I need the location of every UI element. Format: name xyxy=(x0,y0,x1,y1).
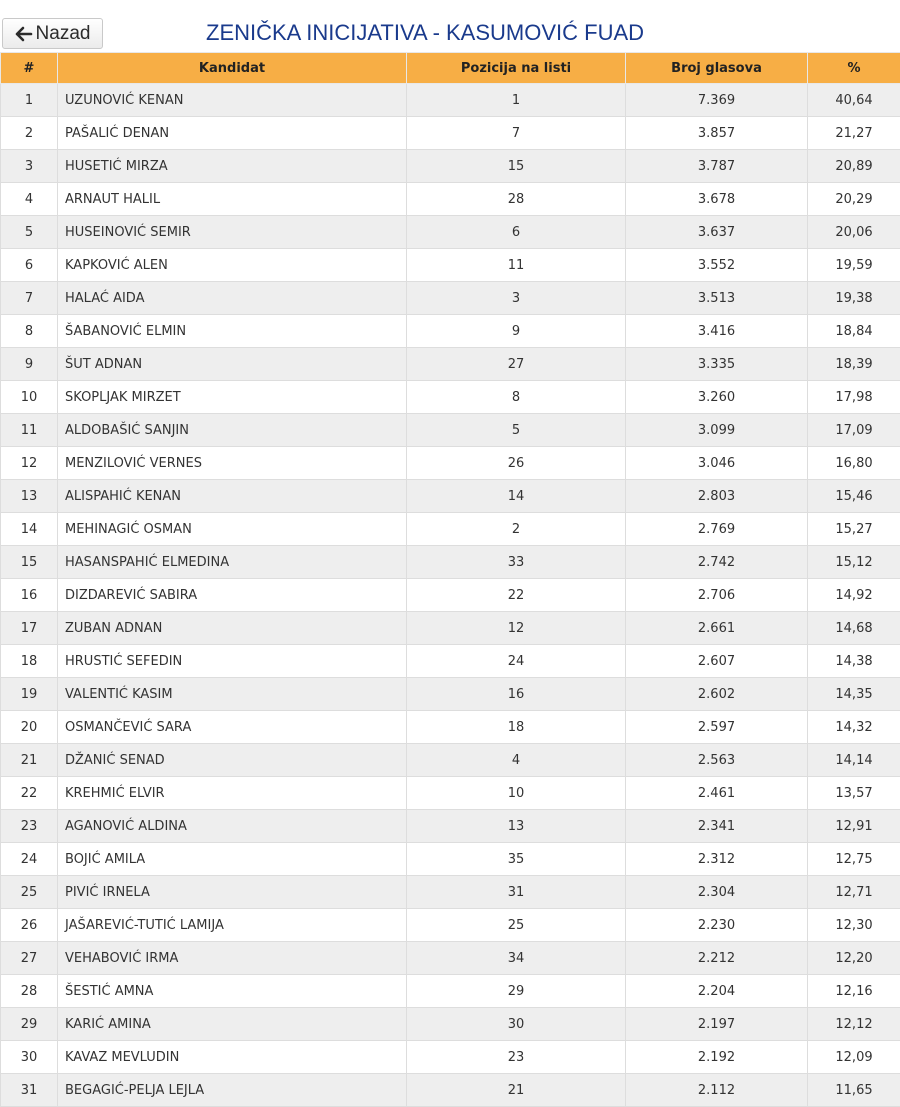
cell-candidate: ŠUT ADNAN xyxy=(58,348,407,381)
cell-list-position: 2 xyxy=(407,513,626,546)
cell-votes: 2.563 xyxy=(626,744,808,777)
column-header-percent[interactable]: % xyxy=(808,53,900,84)
cell-candidate: HASANSPAHIĆ ELMEDINA xyxy=(58,546,407,579)
table-row xyxy=(1,84,900,117)
cell-percent: 20,29 xyxy=(808,183,900,216)
cell-candidate: HUSEINOVIĆ SEMIR xyxy=(58,216,407,249)
cell-candidate: VEHABOVIĆ IRMA xyxy=(58,942,407,975)
cell-list-position: 22 xyxy=(407,579,626,612)
cell-votes: 2.112 xyxy=(626,1074,808,1107)
cell-candidate: HALAĆ AIDA xyxy=(58,282,407,315)
cell-votes: 2.661 xyxy=(626,612,808,645)
cell-list-position: 8 xyxy=(407,381,626,414)
cell-percent: 17,09 xyxy=(808,414,900,447)
cell-candidate: MEHINAGIĆ OSMAN xyxy=(58,513,407,546)
cell-number: 10 xyxy=(1,381,58,414)
cell-number: 14 xyxy=(1,513,58,546)
table-row xyxy=(1,348,900,381)
cell-list-position: 16 xyxy=(407,678,626,711)
cell-number: 28 xyxy=(1,975,58,1008)
cell-percent: 14,35 xyxy=(808,678,900,711)
table-row xyxy=(1,282,900,315)
table-body xyxy=(1,84,900,1107)
results-table xyxy=(0,52,900,1107)
cell-list-position: 3 xyxy=(407,282,626,315)
cell-percent: 19,38 xyxy=(808,282,900,315)
cell-list-position: 29 xyxy=(407,975,626,1008)
cell-percent: 12,16 xyxy=(808,975,900,1008)
cell-number: 9 xyxy=(1,348,58,381)
cell-percent: 14,68 xyxy=(808,612,900,645)
cell-percent: 11,65 xyxy=(808,1074,900,1107)
cell-percent: 16,80 xyxy=(808,447,900,480)
cell-percent: 20,06 xyxy=(808,216,900,249)
cell-number: 2 xyxy=(1,117,58,150)
cell-number: 30 xyxy=(1,1041,58,1074)
cell-candidate: JAŠAREVIĆ-TUTIĆ LAMIJA xyxy=(58,909,407,942)
column-header-candidate[interactable]: Kandidat xyxy=(58,53,407,84)
table-row xyxy=(1,678,900,711)
cell-candidate: VALENTIĆ KASIM xyxy=(58,678,407,711)
cell-percent: 14,38 xyxy=(808,645,900,678)
cell-list-position: 35 xyxy=(407,843,626,876)
cell-percent: 14,14 xyxy=(808,744,900,777)
table-row xyxy=(1,216,900,249)
table-row xyxy=(1,150,900,183)
cell-number: 22 xyxy=(1,777,58,810)
table-row xyxy=(1,744,900,777)
cell-percent: 20,89 xyxy=(808,150,900,183)
table-row xyxy=(1,777,900,810)
table-row xyxy=(1,249,900,282)
cell-votes: 2.212 xyxy=(626,942,808,975)
cell-list-position: 23 xyxy=(407,1041,626,1074)
cell-votes: 2.341 xyxy=(626,810,808,843)
cell-votes: 2.304 xyxy=(626,876,808,909)
cell-votes: 3.787 xyxy=(626,150,808,183)
column-header-votes[interactable]: Broj glasova xyxy=(626,53,808,84)
cell-votes: 2.230 xyxy=(626,909,808,942)
cell-percent: 12,75 xyxy=(808,843,900,876)
table-row xyxy=(1,381,900,414)
cell-percent: 17,98 xyxy=(808,381,900,414)
table-row xyxy=(1,480,900,513)
table-row xyxy=(1,117,900,150)
table-row xyxy=(1,447,900,480)
cell-votes: 2.461 xyxy=(626,777,808,810)
cell-candidate: KREHMIĆ ELVIR xyxy=(58,777,407,810)
cell-votes: 7.369 xyxy=(626,84,808,117)
cell-candidate: HUSETIĆ MIRZA xyxy=(58,150,407,183)
table-row xyxy=(1,513,900,546)
cell-number: 5 xyxy=(1,216,58,249)
cell-candidate: ŠABANOVIĆ ELMIN xyxy=(58,315,407,348)
table-row xyxy=(1,645,900,678)
cell-votes: 2.706 xyxy=(626,579,808,612)
cell-candidate: ARNAUT HALIL xyxy=(58,183,407,216)
cell-votes: 2.312 xyxy=(626,843,808,876)
cell-candidate: DIZDAREVIĆ SABIRA xyxy=(58,579,407,612)
cell-list-position: 10 xyxy=(407,777,626,810)
column-header-list-position[interactable]: Pozicija na listi xyxy=(407,53,626,84)
table-row xyxy=(1,579,900,612)
cell-votes: 3.513 xyxy=(626,282,808,315)
cell-candidate: MENZILOVIĆ VERNES xyxy=(58,447,407,480)
cell-votes: 3.857 xyxy=(626,117,808,150)
table-row xyxy=(1,810,900,843)
table-row xyxy=(1,876,900,909)
cell-votes: 3.099 xyxy=(626,414,808,447)
cell-number: 13 xyxy=(1,480,58,513)
cell-votes: 3.552 xyxy=(626,249,808,282)
cell-votes: 3.335 xyxy=(626,348,808,381)
table-row xyxy=(1,711,900,744)
cell-percent: 40,64 xyxy=(808,84,900,117)
cell-list-position: 34 xyxy=(407,942,626,975)
cell-list-position: 25 xyxy=(407,909,626,942)
cell-votes: 2.204 xyxy=(626,975,808,1008)
back-button[interactable] xyxy=(2,18,103,49)
cell-list-position: 26 xyxy=(407,447,626,480)
cell-candidate: BEGAGIĆ-PELJA LEJLA xyxy=(58,1074,407,1107)
cell-number: 29 xyxy=(1,1008,58,1041)
cell-candidate: OSMANČEVIĆ SARA xyxy=(58,711,407,744)
cell-number: 26 xyxy=(1,909,58,942)
cell-candidate: PAŠALIĆ DENAN xyxy=(58,117,407,150)
cell-list-position: 12 xyxy=(407,612,626,645)
cell-candidate: ALISPAHIĆ KENAN xyxy=(58,480,407,513)
column-header-number[interactable]: # xyxy=(1,53,58,84)
cell-percent: 18,84 xyxy=(808,315,900,348)
cell-percent: 12,12 xyxy=(808,1008,900,1041)
cell-candidate: KARIĆ AMINA xyxy=(58,1008,407,1041)
table-row xyxy=(1,909,900,942)
cell-list-position: 27 xyxy=(407,348,626,381)
cell-votes: 3.637 xyxy=(626,216,808,249)
cell-percent: 12,91 xyxy=(808,810,900,843)
cell-list-position: 6 xyxy=(407,216,626,249)
cell-number: 24 xyxy=(1,843,58,876)
table-row xyxy=(1,315,900,348)
cell-candidate: ZUBAN ADNAN xyxy=(58,612,407,645)
cell-votes: 3.046 xyxy=(626,447,808,480)
table-header-row xyxy=(1,53,900,84)
table-row xyxy=(1,975,900,1008)
cell-candidate: KAPKOVIĆ ALEN xyxy=(58,249,407,282)
cell-percent: 19,59 xyxy=(808,249,900,282)
cell-number: 1 xyxy=(1,84,58,117)
cell-number: 7 xyxy=(1,282,58,315)
cell-percent: 14,92 xyxy=(808,579,900,612)
table-row xyxy=(1,414,900,447)
cell-list-position: 33 xyxy=(407,546,626,579)
cell-votes: 3.678 xyxy=(626,183,808,216)
cell-percent: 12,71 xyxy=(808,876,900,909)
cell-percent: 15,12 xyxy=(808,546,900,579)
cell-percent: 15,46 xyxy=(808,480,900,513)
cell-candidate: AGANOVIĆ ALDINA xyxy=(58,810,407,843)
cell-votes: 3.416 xyxy=(626,315,808,348)
cell-number: 25 xyxy=(1,876,58,909)
cell-votes: 3.260 xyxy=(626,381,808,414)
cell-number: 19 xyxy=(1,678,58,711)
cell-number: 3 xyxy=(1,150,58,183)
cell-candidate: UZUNOVIĆ KENAN xyxy=(58,84,407,117)
cell-percent: 13,57 xyxy=(808,777,900,810)
cell-percent: 18,39 xyxy=(808,348,900,381)
table-row xyxy=(1,183,900,216)
cell-percent: 12,20 xyxy=(808,942,900,975)
cell-votes: 2.602 xyxy=(626,678,808,711)
table-row xyxy=(1,612,900,645)
cell-number: 18 xyxy=(1,645,58,678)
cell-votes: 2.607 xyxy=(626,645,808,678)
page-title: ZENIČKA INICIJATIVA - KASUMOVIĆ FUAD xyxy=(206,20,644,46)
cell-percent: 12,30 xyxy=(808,909,900,942)
cell-list-position: 11 xyxy=(407,249,626,282)
top-bar xyxy=(0,0,900,52)
table-row xyxy=(1,1041,900,1074)
cell-list-position: 24 xyxy=(407,645,626,678)
cell-votes: 2.192 xyxy=(626,1041,808,1074)
back-button-label: Nazad xyxy=(36,23,91,45)
cell-percent: 21,27 xyxy=(808,117,900,150)
cell-list-position: 30 xyxy=(407,1008,626,1041)
cell-votes: 2.597 xyxy=(626,711,808,744)
cell-list-position: 21 xyxy=(407,1074,626,1107)
cell-percent: 15,27 xyxy=(808,513,900,546)
cell-list-position: 28 xyxy=(407,183,626,216)
arrow-left-icon xyxy=(15,26,33,42)
cell-number: 20 xyxy=(1,711,58,744)
cell-candidate: SKOPLJAK MIRZET xyxy=(58,381,407,414)
cell-candidate: PIVIĆ IRNELA xyxy=(58,876,407,909)
cell-number: 8 xyxy=(1,315,58,348)
cell-list-position: 5 xyxy=(407,414,626,447)
cell-list-position: 31 xyxy=(407,876,626,909)
cell-number: 23 xyxy=(1,810,58,843)
table-row xyxy=(1,1008,900,1041)
cell-votes: 2.197 xyxy=(626,1008,808,1041)
cell-candidate: DŽANIĆ SENAD xyxy=(58,744,407,777)
table-row xyxy=(1,546,900,579)
cell-number: 6 xyxy=(1,249,58,282)
table-row xyxy=(1,843,900,876)
cell-candidate: HRUSTIĆ SEFEDIN xyxy=(58,645,407,678)
cell-number: 27 xyxy=(1,942,58,975)
cell-number: 21 xyxy=(1,744,58,777)
cell-number: 15 xyxy=(1,546,58,579)
cell-number: 17 xyxy=(1,612,58,645)
cell-votes: 2.742 xyxy=(626,546,808,579)
cell-list-position: 13 xyxy=(407,810,626,843)
cell-list-position: 18 xyxy=(407,711,626,744)
cell-number: 12 xyxy=(1,447,58,480)
cell-number: 31 xyxy=(1,1074,58,1107)
cell-list-position: 7 xyxy=(407,117,626,150)
cell-votes: 2.769 xyxy=(626,513,808,546)
cell-number: 4 xyxy=(1,183,58,216)
cell-list-position: 4 xyxy=(407,744,626,777)
cell-candidate: BOJIĆ AMILA xyxy=(58,843,407,876)
table-row xyxy=(1,942,900,975)
cell-list-position: 14 xyxy=(407,480,626,513)
cell-percent: 14,32 xyxy=(808,711,900,744)
cell-number: 16 xyxy=(1,579,58,612)
cell-number: 11 xyxy=(1,414,58,447)
cell-percent: 12,09 xyxy=(808,1041,900,1074)
cell-list-position: 15 xyxy=(407,150,626,183)
cell-list-position: 1 xyxy=(407,84,626,117)
cell-votes: 2.803 xyxy=(626,480,808,513)
cell-candidate: ŠESTIĆ AMNA xyxy=(58,975,407,1008)
cell-candidate: KAVAZ MEVLUDIN xyxy=(58,1041,407,1074)
cell-list-position: 9 xyxy=(407,315,626,348)
cell-candidate: ALDOBAŠIĆ SANJIN xyxy=(58,414,407,447)
